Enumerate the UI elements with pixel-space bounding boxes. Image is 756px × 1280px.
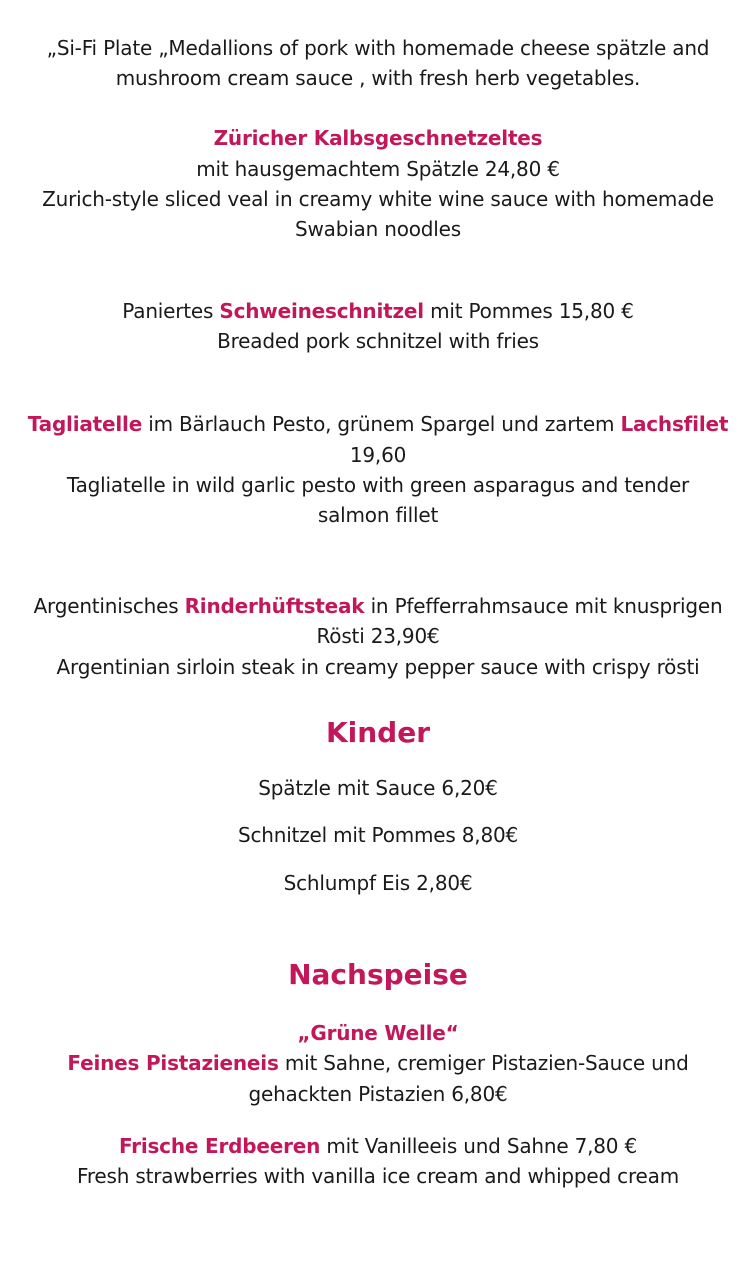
nachspeise-heading: Nachspeise [288,958,468,991]
tagliatelle-en-1: Tagliatelle in wild garlic pesto with green asparagus and tender [66,473,690,497]
schnitzel-line [0,296,756,326]
gruene-welle-line [0,1048,756,1078]
pistazieneis-name: Feines Pistazieneis [67,1051,279,1075]
kinder-item: Schnitzel mit Pommes 8,80€ [237,823,519,847]
steak-post: in Pfefferrahmsauce mit knusprigen [364,594,723,618]
tagliatelle-mid: im Bärlauch Pesto, grünem Spargel und zartem [142,412,621,436]
erdbeeren-post: mit Vanilleeis und Sahne 7,80 € [320,1134,638,1158]
schnitzel-post: mit Pommes 15,80 € [423,299,634,323]
kinder-item: Spätzle mit Sauce 6,20€ [258,776,498,800]
erdbeeren-name: Frische Erdbeeren [118,1134,321,1158]
sifi-line-1: „Si-Fi Plate „Medallions of pork with homemade cheese spätzle and [46,36,710,60]
steak-line-2: Rösti 23,90€ [316,624,440,648]
zuercher-line-2: Zurich-style sliced veal in creamy white wine sauce with homemade [42,187,714,211]
schnitzel-name: Schweineschnitzel [219,299,424,323]
schnitzel-pre: Paniertes [122,299,220,323]
zuercher-line-3: Swabian noodles [295,217,461,241]
gruene-welle-title: „Grüne Welle“ [297,1021,459,1045]
sifi-line-2: mushroom cream sauce , with fresh herb vegetables. [115,66,641,90]
kinder-item: Schlumpf Eis 2,80€ [283,871,473,895]
kinder-heading: Kinder [325,716,431,749]
gruene-welle-line-2: gehackten Pistazien 6,80€ [248,1082,508,1106]
zuercher-line-1: mit hausgemachtem Spätzle 24,80 € [196,157,560,181]
tagliatelle-price: 19,60 [349,443,407,467]
tagliatelle-name: Tagliatelle [27,412,143,436]
gruene-welle-post: mit Sahne, cremiger Pistazien-Sauce und [278,1051,689,1075]
erdbeeren-line [0,1131,756,1161]
steak-name: Rinderhüftsteak [184,594,365,618]
steak-pre: Argentinisches [33,594,185,618]
tagliatelle-line [0,409,756,439]
lachsfilet-name: Lachsfilet [620,412,729,436]
steak-line [0,591,756,621]
steak-en: Argentinian sirloin steak in creamy pepper sauce with crispy rösti [56,655,700,679]
erdbeeren-en: Fresh strawberries with vanilla ice cream and whipped cream [77,1164,679,1188]
zuercher-title: Züricher Kalbsgeschnetzeltes [213,126,543,150]
schnitzel-en: Breaded pork schnitzel with fries [217,329,539,353]
tagliatelle-en-2: salmon fillet [317,503,439,527]
